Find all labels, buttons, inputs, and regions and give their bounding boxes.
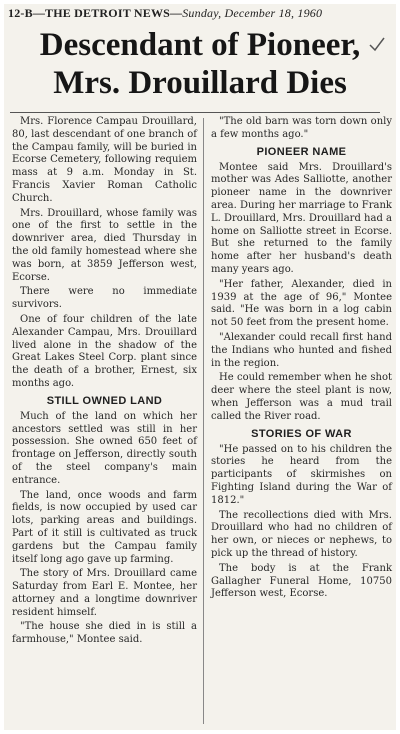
newspaper-clipping (4, 4, 396, 730)
paragraph: The land, once woods and farm fields, is now occupied by used car lots, parking areas and buildings. Part of it still is cultivated as truck gardens but the Campau family itself long ago gave up farming. (12, 489, 197, 565)
paragraph: "Her father, Alexander, died in 1939 at the age of 96," Montee said. "He was born in a log cabin not 50 feet from the present home. (211, 278, 392, 329)
paragraph: The story of Mrs. Drouillard came Saturday from Earl E. Montee, her attorney and a longtime downriver resident himself. (12, 568, 197, 618)
headline-line-2: Mrs. Drouillard Dies (53, 65, 347, 101)
check-mark-icon (367, 34, 387, 54)
paragraph: "Alexander could recall first hand the Indians who hunted and fished in the region. (211, 331, 392, 369)
headline (4, 26, 396, 102)
right-column (211, 116, 392, 603)
paragraph: There were no immediate survivors. (12, 286, 197, 311)
paragraph: "The house she died in is still a farmhouse," Montee said. (12, 621, 197, 646)
headline-line-1: Descendant of Pioneer, (39, 27, 361, 63)
paragraph: "The old barn was torn down only a few months ago." (211, 116, 392, 140)
paragraph: The recollections died with Mrs. Drouillard who had no children of her own, or nieces or nephews, to pick up the thread of history. (211, 509, 392, 559)
paragraph: "He passed on to his children the stories he heard from the participants of skirmishes on Fighting Island during the War of 1812." (211, 443, 392, 506)
paragraph: Mrs. Drouillard, whose family was one of the first to settle in the downriver area, died Thursday in the old family homestead where she was born, at 3859 Jefferson west, Ecorse. (12, 207, 197, 283)
left-column (12, 116, 197, 649)
paragraph: One of four children of the late Alexander Campau, Mrs. Drouillard lived alone in the shadow of the Great Lakes Steel Corp. plant since the death of a brother, Ernest, six months ago. (12, 313, 197, 389)
paragraph: Montee said Mrs. Drouillard's mother was Ades Salliotte, another pioneer name in the downriver area. During her marriage to Frank L. Drouillard, Mrs. Drouillard had a home on Salliotte street in Ecorse. But she returned to the family home after her husband's death many years ago. (211, 161, 392, 275)
paragraph: The body is at the Frank Gallagher Funeral Home, 10750 Jefferson west, Ecorse. (211, 562, 392, 600)
subheading-pioneer-name: PIONEER NAME (256, 145, 347, 158)
paragraph: Mrs. Florence Campau Drouillard, 80, last descendant of one branch of the Campau family, will be buried in Ecorse Cemetery, following requiem mass at 9 a.m. Monday in St. Francis Xavier Roman Catholic Church. (12, 116, 197, 204)
paragraph: He could remember when he shot deer where the steel plant is now, when Jefferson was a mud trail called the River road. (211, 372, 392, 422)
newspaper-name: —THE DETROIT NEWS— (32, 6, 183, 20)
page-number: 12-B (8, 6, 33, 20)
page-header (8, 6, 322, 21)
paragraph: Much of the land on which her ancestors settled was still in her possession. She owned 650 feet of frontage on Jefferson, directly south of the steel company's main entrance. (12, 410, 197, 486)
publication-date: Sunday, December 18, 1960 (182, 6, 323, 20)
subheading-still-owned-land: STILL OWNED LAND (46, 394, 163, 407)
column-divider (203, 118, 204, 724)
headline-rule (10, 112, 380, 113)
subheading-stories-of-war: STORIES OF WAR (251, 427, 352, 440)
